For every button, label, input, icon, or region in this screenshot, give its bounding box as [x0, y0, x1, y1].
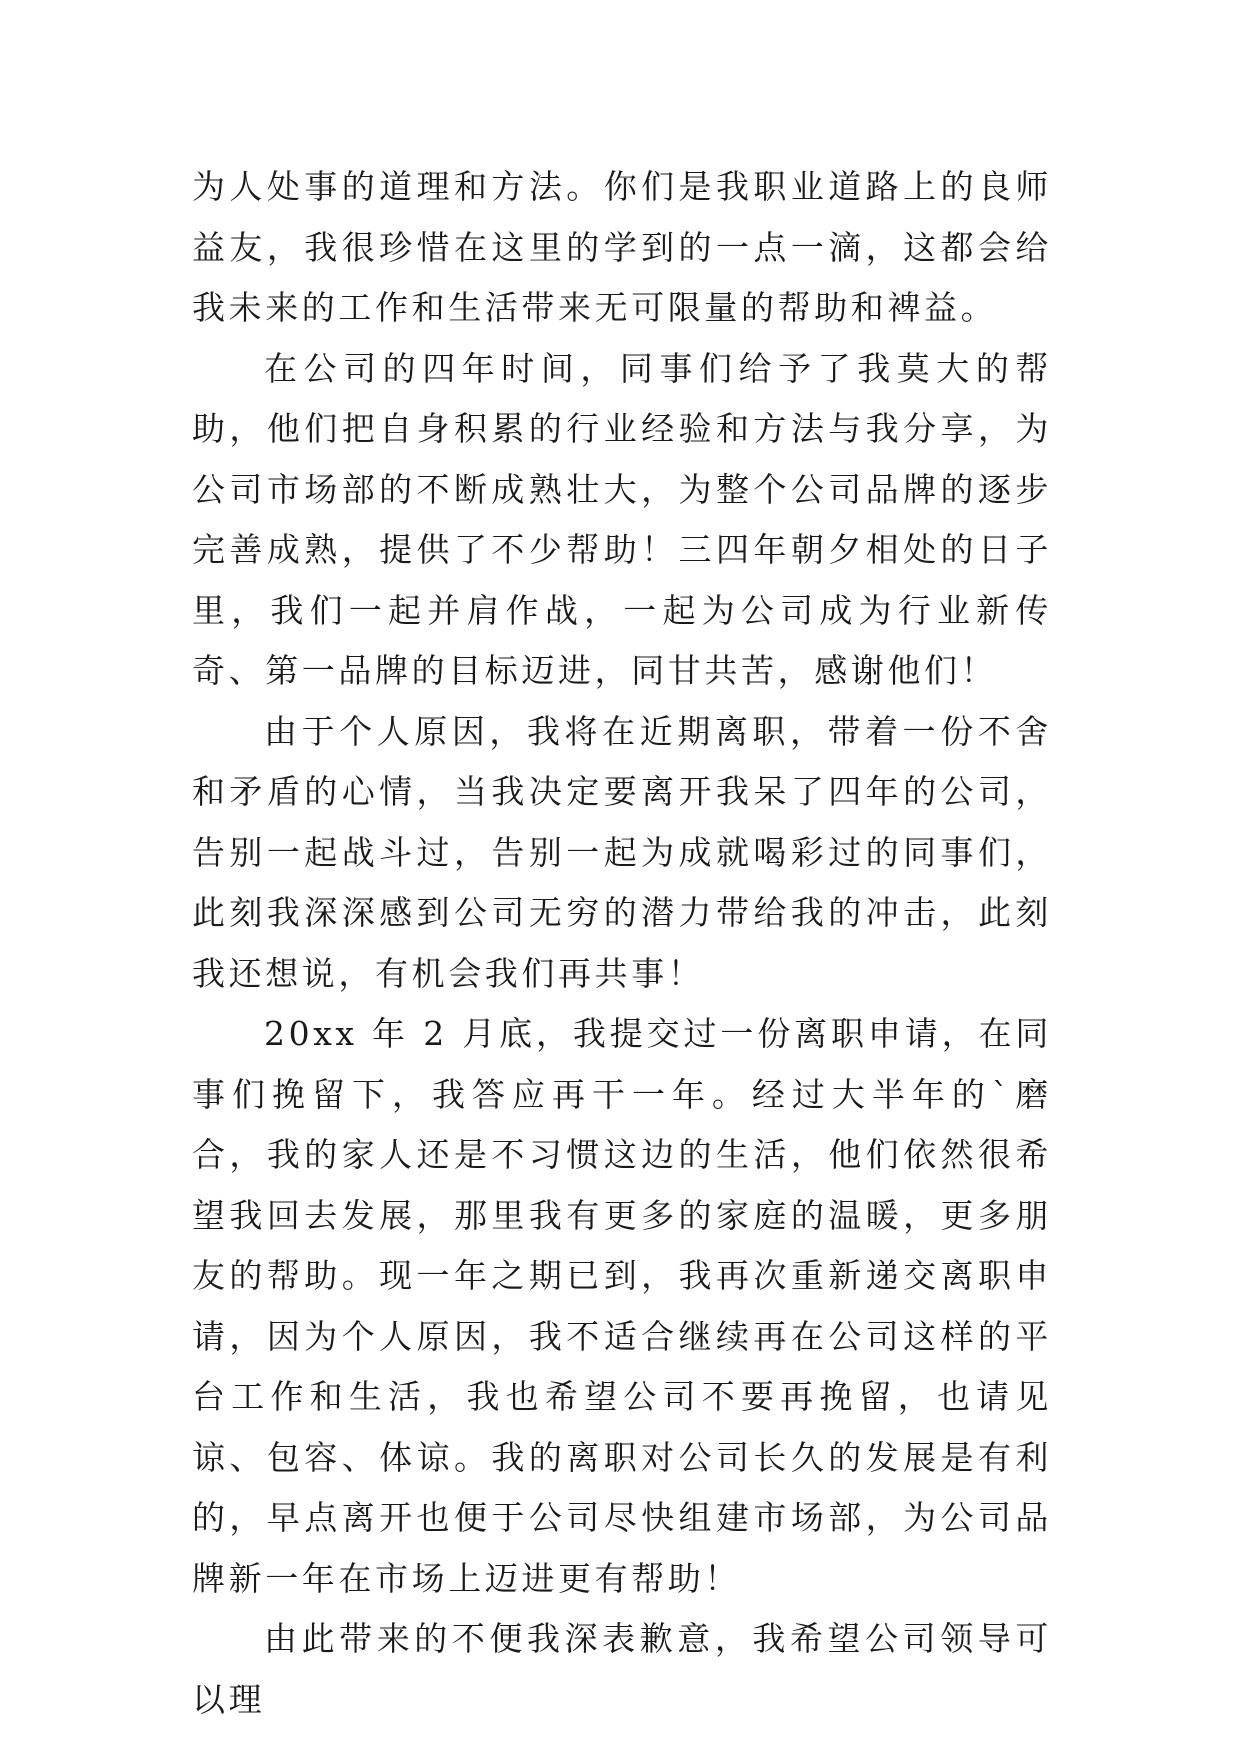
paragraph-4: 20xx 年 2 月底，我提交过一份离职申请，在同事们挽留下，我答应再干一年。经过大半年的`磨合，我的家人还是不习惯这边的生活，他们依然很希望我回去发展，那里我有更多的家庭的温暖，更多朋友的帮助。现一年之期已到，我再次重新递交离职申请，因为个人原因，我不适合继续再在公司这样的平台工作和生活，我也希望公司不要再挽留，也请见谅、包容、体谅。我的离职对公司长久的发展是有利的，早点离开也便于公司尽快组建市场部，为公司品牌新一年在市场上迈进更有帮助！ [192, 1014, 1052, 1598]
paragraph-3: 由于个人原因，我将在近期离职，带着一份不舍和矛盾的心情，当我决定要离开我呆了四年的公司，告别一起战斗过，告别一起为成就喝彩过的同事们，此刻我深深感到公司无穷的潜力带给我的冲击，此刻我还想说，有机会我们再共事！ [192, 711, 1052, 993]
paragraph-1: 为人处事的道理和方法。你们是我职业道路上的良师益友，我很珍惜在这里的学到的一点一滴，这都会给我未来的工作和生活带来无可限量的帮助和裨益。 [192, 167, 1052, 327]
document-body [192, 157, 1052, 1730]
paragraph-5: 由此带来的不便我深表歉意，我希望公司领导可以理 [192, 1619, 1052, 1719]
paragraph-2: 在公司的四年时间，同事们给予了我莫大的帮助，他们把自身积累的行业经验和方法与我分享，为公司市场部的不断成熟壮大，为整个公司品牌的逐步完善成熟，提供了不少帮助！三四年朝夕相处的日子里，我们一起并肩作战，一起为公司成为行业新传奇、第一品牌的目标迈进，同甘共苦，感谢他们！ [192, 348, 1052, 690]
